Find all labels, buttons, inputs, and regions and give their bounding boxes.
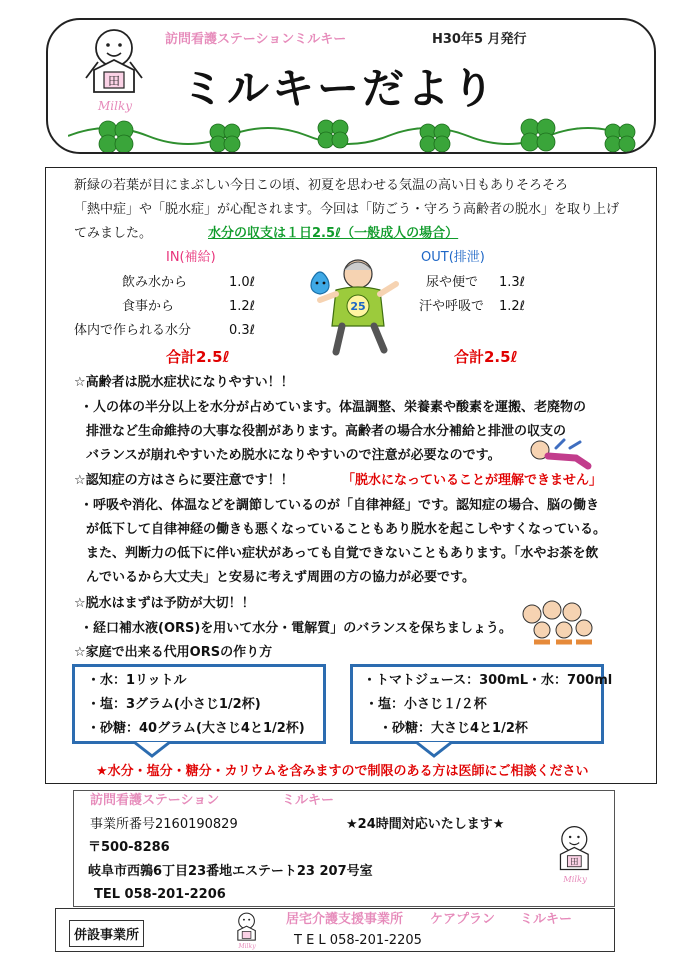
- footer-station-name: ミルキー: [282, 793, 335, 808]
- intro-line-2: 「熱中症」や「脱水症」が心配されます。今回は「防ごう・守ろう高齢者の脱水」を取り上げ: [74, 202, 619, 217]
- svg-text:Milky: Milky: [97, 99, 133, 113]
- affiliated-office-footer: [55, 908, 615, 952]
- section2-line-4: んでいるから大丈夫」と安易に考えず周囲の方の協力が必要です。: [86, 570, 475, 585]
- svg-text:田: 田: [107, 74, 121, 88]
- in-label-food: 食事から: [122, 299, 175, 314]
- medical-warning: ★水分・塩分・糖分・カリウムを含みますので制限のある方は医師にご相談ください: [96, 764, 589, 779]
- out-label-urine: 尿や便で: [426, 275, 479, 290]
- recipe2-line-3: ・砂糖：大さじ4と1/2杯: [379, 721, 528, 736]
- in-heading: IN(補給): [166, 250, 216, 265]
- in-label-drink: 飲み水から: [122, 275, 188, 290]
- recipe1-line-1: ・水：1リットル: [87, 673, 187, 688]
- in-value-drink: 1.0ℓ: [229, 275, 256, 290]
- affiliated-label: 併設事業所: [69, 920, 144, 947]
- recipe-box-water: [72, 664, 326, 744]
- footer-station-label: 訪問看護ステーション: [90, 793, 220, 808]
- care-plan-label: ケアプラン: [430, 912, 496, 927]
- care-office-phone: T E L 058-201-2205: [294, 933, 422, 948]
- section1-line-3: バランスが崩れやすいため脱水になりやすいので注意が必要なのです。: [86, 448, 501, 463]
- svg-text:25: 25: [350, 300, 366, 313]
- intro-line-1: 新緑の若葉が目にまぶしい今日この頃、初夏を思わせる気温の高い日もありそろそろ: [74, 178, 569, 193]
- recipe1-line-3: ・砂糖：40グラム(大さじ4と1/2杯): [87, 721, 305, 736]
- care-office-label: 居宅介護支援事業所: [286, 912, 404, 927]
- mascot-logo-icon: [548, 823, 602, 887]
- speech-tail-right: [414, 742, 454, 758]
- recipe2-line-2: ・塩：小さじ１/２杯: [365, 697, 487, 712]
- out-value-sweat: 1.2ℓ: [499, 299, 526, 314]
- mascot-logo-icon: [230, 911, 264, 951]
- svg-text:田: 田: [570, 856, 579, 867]
- in-label-body: 体内で作られる水分: [74, 323, 192, 338]
- family-group-icon: [518, 598, 598, 646]
- header-station-name: 訪問看護ステーションミルキー: [165, 32, 347, 47]
- dementia-callout: 「脱水になっていることが理解できません」: [342, 473, 603, 488]
- section1-line-2: 排泄など生命維持の大事な役割があります。高齢者の場合水分補給と排泄の収支の: [86, 424, 566, 439]
- out-heading: OUT(排泄): [421, 250, 485, 265]
- section4-heading: ☆家庭で出来る代用ORSの作り方: [74, 645, 273, 660]
- section2-line-3: また、判断力の低下に伴い症状があっても自覚できないこともあります。「水やお茶を飲: [86, 546, 599, 561]
- newsletter-header: [46, 18, 656, 154]
- postal-code: 〒500-8286: [88, 840, 170, 855]
- recipe1-line-2: ・塩：3グラム(小さじ1/2杯): [87, 697, 261, 712]
- fallen-person-icon: [526, 436, 596, 472]
- svg-text:Milky: Milky: [238, 943, 256, 950]
- address: 岐阜市西鶉6丁目23番地エステート23 207号室: [88, 864, 373, 879]
- out-total: 合計2.5ℓ: [454, 348, 518, 366]
- svg-text:Milky: Milky: [563, 874, 587, 884]
- section3-heading: ☆脱水はまずは予防が大切！！: [74, 596, 255, 611]
- main-content-panel: [45, 167, 657, 784]
- issue-date: H30年5 月発行: [432, 32, 527, 47]
- section2-heading: ☆認知症の方はさらに要注意です！！: [74, 473, 294, 488]
- out-label-sweat: 汗や呼吸で: [419, 299, 485, 314]
- out-value-urine: 1.3ℓ: [499, 275, 526, 290]
- care-office-name: ミルキー: [520, 912, 573, 927]
- in-value-food: 1.2ℓ: [229, 299, 256, 314]
- section1-heading: ☆高齢者は脱水症状になりやすい！！: [74, 375, 294, 390]
- section2-line-1: ・呼吸や消化、体温などを調節しているのが「自律神経」です。認知症の場合、脳の働き: [80, 498, 599, 513]
- section3-line-1: ・経口補水液(ORS)を用いて水分・電解質」のバランスを保ちましょう。: [80, 621, 512, 636]
- station-contact-footer: [73, 790, 615, 907]
- service-hours: ★24時間対応いたします★: [346, 817, 505, 832]
- in-value-body: 0.3ℓ: [229, 323, 256, 338]
- elderly-man-water-icon: [298, 250, 416, 362]
- in-total: 合計2.5ℓ: [166, 348, 230, 366]
- section1-line-1: ・人の体の半分以上を水分が占めています。体温調整、栄養素や酸素を運搬、老廃物の: [80, 400, 586, 415]
- section2-line-2: が低下して自律神経の働きも悪くなっていることもあり脱水を起こしやすくなっている。: [86, 522, 607, 537]
- recipe-box-tomato: [350, 664, 613, 744]
- intro-line-3: てみました。: [74, 226, 153, 241]
- water-balance-highlight: 水分の収支は１日2.5ℓ（一般成人の場合）: [208, 226, 459, 241]
- clover-icon: [99, 119, 635, 153]
- recipe2-line-1: ・トマトジュース：300mL・水：700ml: [363, 673, 613, 688]
- speech-tail-left: [132, 742, 172, 758]
- station-phone: TEL 058-201-2206: [94, 887, 226, 902]
- newsletter-title: ミルキーだより: [182, 64, 498, 113]
- office-number: 事業所番号2160190829: [90, 817, 238, 832]
- clover-vine-decoration: [68, 110, 648, 154]
- mascot-logo-icon: [76, 26, 154, 116]
